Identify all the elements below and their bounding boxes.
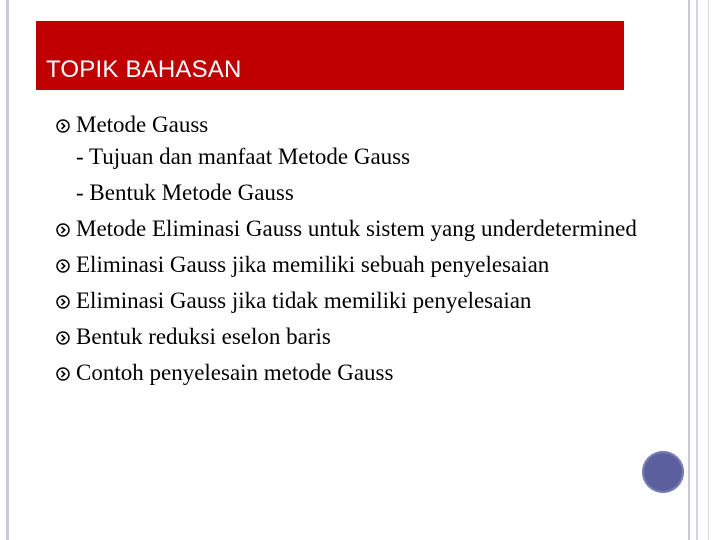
right-border-line [708, 0, 709, 540]
circle-icon [642, 451, 684, 493]
bullet-list [56, 109, 666, 393]
bullet-text: Contoh penyelesain metode Gauss [76, 360, 394, 385]
bullet-item [56, 249, 666, 281]
sub-item: - Bentuk Metode Gauss [76, 180, 294, 205]
sub-item: - Tujuan dan manfaat Metode Gauss [76, 144, 411, 169]
bullet-text: Bentuk reduksi eselon baris [76, 324, 331, 349]
bullet-item [56, 109, 666, 141]
bullet-text: Eliminasi Gauss jika memiliki sebuah penyelesaian [76, 252, 550, 277]
circled-chevron-icon [56, 119, 70, 133]
bullet-text: Eliminasi Gauss jika tidak memiliki penyelesaian [76, 288, 532, 313]
circled-chevron-icon [56, 295, 70, 309]
bullet-text: Metode Eliminasi Gauss untuk sistem yang underdetermined [76, 216, 637, 241]
bullet-item [56, 321, 666, 353]
circled-chevron-icon [56, 223, 70, 237]
right-border-line [696, 0, 698, 540]
circled-chevron-icon [56, 259, 70, 273]
bullet-item [56, 357, 666, 389]
right-border-line [688, 0, 690, 540]
bullet-item [56, 213, 666, 245]
slide-title: TOPIK BAHASAN [46, 56, 242, 83]
circled-chevron-icon [56, 367, 70, 381]
circled-chevron-icon [56, 331, 70, 345]
bullet-text: Metode Gauss [76, 112, 209, 137]
left-border-line [6, 0, 9, 540]
title-banner [36, 21, 624, 90]
bullet-item [56, 285, 666, 317]
